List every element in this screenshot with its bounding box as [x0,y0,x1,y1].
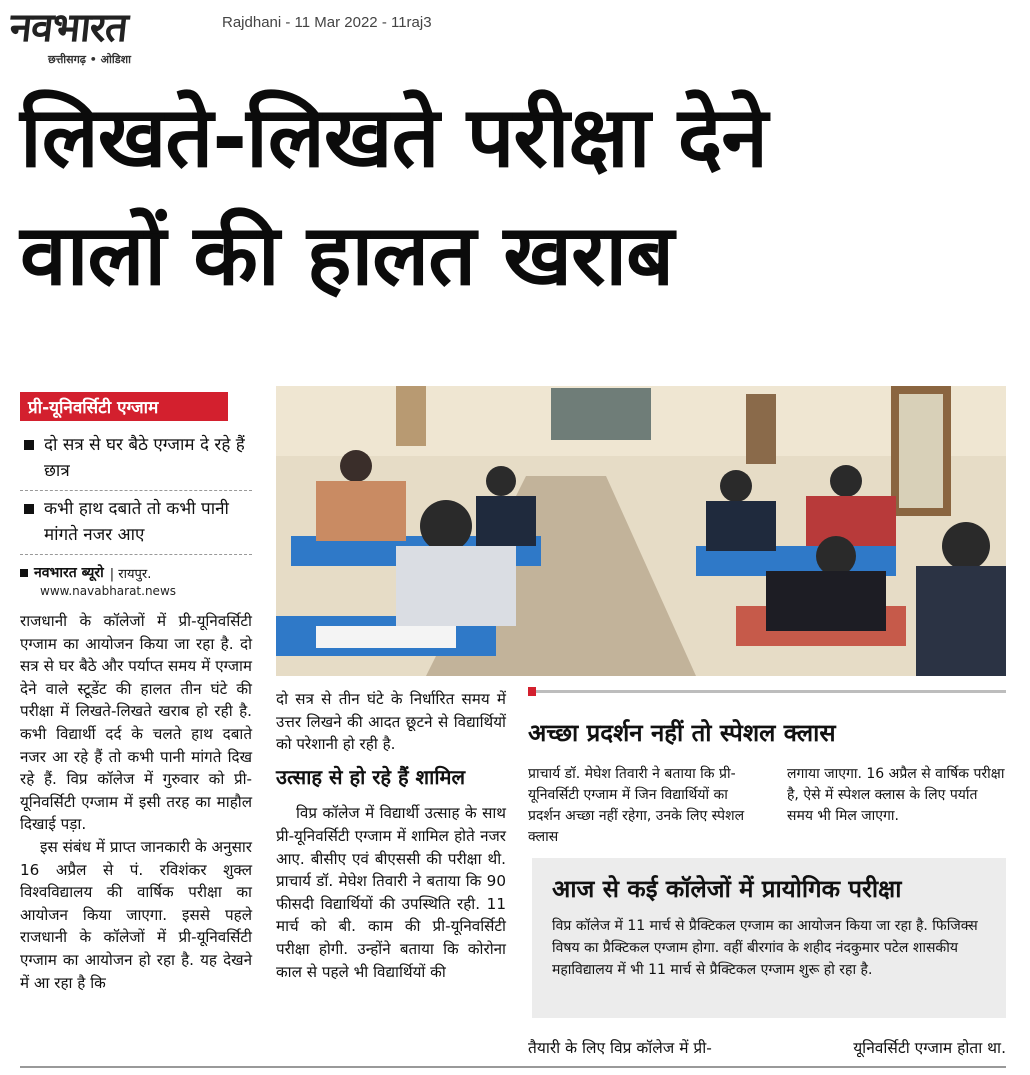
highlight-text: कभी हाथ दबाते तो कभी पानी मांगते नजर आए [44,499,229,545]
highlights-list [20,427,252,555]
newspaper-logo: नवभारत [7,5,130,51]
bullet-square-icon [24,504,34,514]
highlight-text: दो सत्र से घर बैठे एग्जाम दे रहे हैं छात्र [44,435,245,481]
exam-hall-photo-illustration [276,386,1006,676]
continuation-right: यूनिवर्सिटी एग्जाम होता था. [853,1039,1006,1057]
section-tag: प्री-यूनिवर्सिटी एग्जाम [20,392,228,421]
continuation-left: तैयारी के लिए विप्र कॉलेज में प्री- [528,1039,712,1057]
continuation-line [528,1036,1006,1058]
paragraph: राजधानी के कॉलेजों में प्री-यूनिवर्सिटी एग्जाम का आयोजन किया जा रहा है. दो सत्र से घर बैठे और पर्याप्त समय में एग्जाम देने वाले स्टूडेंट की हालत तीन घंटे की परीक्षा में लिखते-लिखते खराब हो रही है. कभी विद्यार्थी दर्द के चलते हाथ दबाते नजर आ रहे हैं तो कभी पानी मांगते दिख रहे हैं. विप्र कॉलेज में गुरुवार को प्री- यूनिवर्सिटी एग्जाम में इसी तरह का माहौल दिखाई पड़ा. [20,612,252,834]
middle-column [276,688,506,983]
box-special-class-text [528,764,1006,848]
masthead [7,5,210,68]
bullet-square-icon [24,440,34,450]
dateline: Rajdhani - 11 Mar 2022 - 11raj3 [222,14,432,31]
headline-line-1: लिखते-लिखते परीक्षा देने [20,88,767,186]
left-column [20,392,252,598]
edition-regions: छत्तीसगढ़ • ओडिशा [48,53,131,66]
highlight-item [20,491,252,555]
text-column: लगाया जाएगा. 16 अप्रैल से वार्षिक परीक्षा है, ऐसे में स्पेशल क्लास के लिए पर्यात समय भी मिल जाएगा. [787,766,1005,824]
exam-hall-photo [276,386,1006,676]
bullet-square-icon [20,569,28,577]
box-heading-special-class: अच्छा प्रदर्शन नहीं तो स्पेशल क्लास [528,719,836,747]
bottom-rule [20,1066,1006,1068]
box-practical-exam-text: विप्र कॉलेज में 11 मार्च से प्रैक्टिकल एग्जाम का आयोजन किया जा रहा है. फिजिक्स विषय का प्रैक्टिकल एग्जाम होगा. वहीं बीरगांव के शहीद नंदकुमार पटेल शासकीय महाविद्यालय में भी 11 मार्च से प्रैक्टिकल एग्जाम शुरू हो रहा है. [552,918,978,978]
paragraph: इस संबंध में प्राप्त जानकारी के अनुसार 16 अप्रैल से पं. रविशंकर शुक्ल विश्वविद्यालय की वार्षिक परीक्षा का आयोजन किया जाएगा. इससे पहले राजधानी के कॉलेजों में प्री-यूनिवर्सिटी एग्जाम का आयोजन हो रहा है. यह देखने में आ रहा है कि [20,837,252,992]
bureau-name: नवभारत ब्यूरो [34,565,104,581]
left-body-text [20,610,252,994]
byline [20,563,252,582]
highlight-item [20,427,252,491]
byline-place: | रायपुर. [109,566,152,582]
box-heading-practical-exam: आज से कई कॉलेजों में प्रायोगिक परीक्षा [552,875,902,903]
website-link[interactable]: www.navabharat.news [40,584,177,598]
subheading: उत्साह से हो रहे हैं शामिल [276,764,466,789]
section-divider [528,690,1006,693]
paragraph: दो सत्र से तीन घंटे के निर्धारित समय में उत्तर लिखने की आदत छूटने से विद्यार्थियों को परेशानी हो रही है. [276,690,506,754]
paragraph: विप्र कॉलेज में विद्यार्थी उत्साह के साथ प्री-यूनिवर्सिटी एग्जाम में शामिल होते नजर आए. बीसीए एवं बीएससी की परीक्षा थी. प्राचार्य डॉ. मेघेश तिवारी ने बताया कि 90 फीसदी विद्यार्थियों की उपस्थिति रही. 11 मार्च को बी. काम की प्री-यूनिवर्सिटी परीक्षा होगी. उन्होंने बताया कि कोरोना काल से पहले भी विद्यार्थियों की [276,804,506,981]
headline-line-2: वालों की हालत खराब [20,206,674,304]
main-headline [20,78,1010,314]
text-column: प्राचार्य डॉ. मेघेश तिवारी ने बताया कि प्री-यूनिवर्सिटी एग्जाम में जिन विद्यार्थियों का प्रदर्शन अच्छा नहीं रहेगा, उनके लिए स्पेशल क्लास [528,766,745,845]
practical-exam-box [532,858,1006,1018]
